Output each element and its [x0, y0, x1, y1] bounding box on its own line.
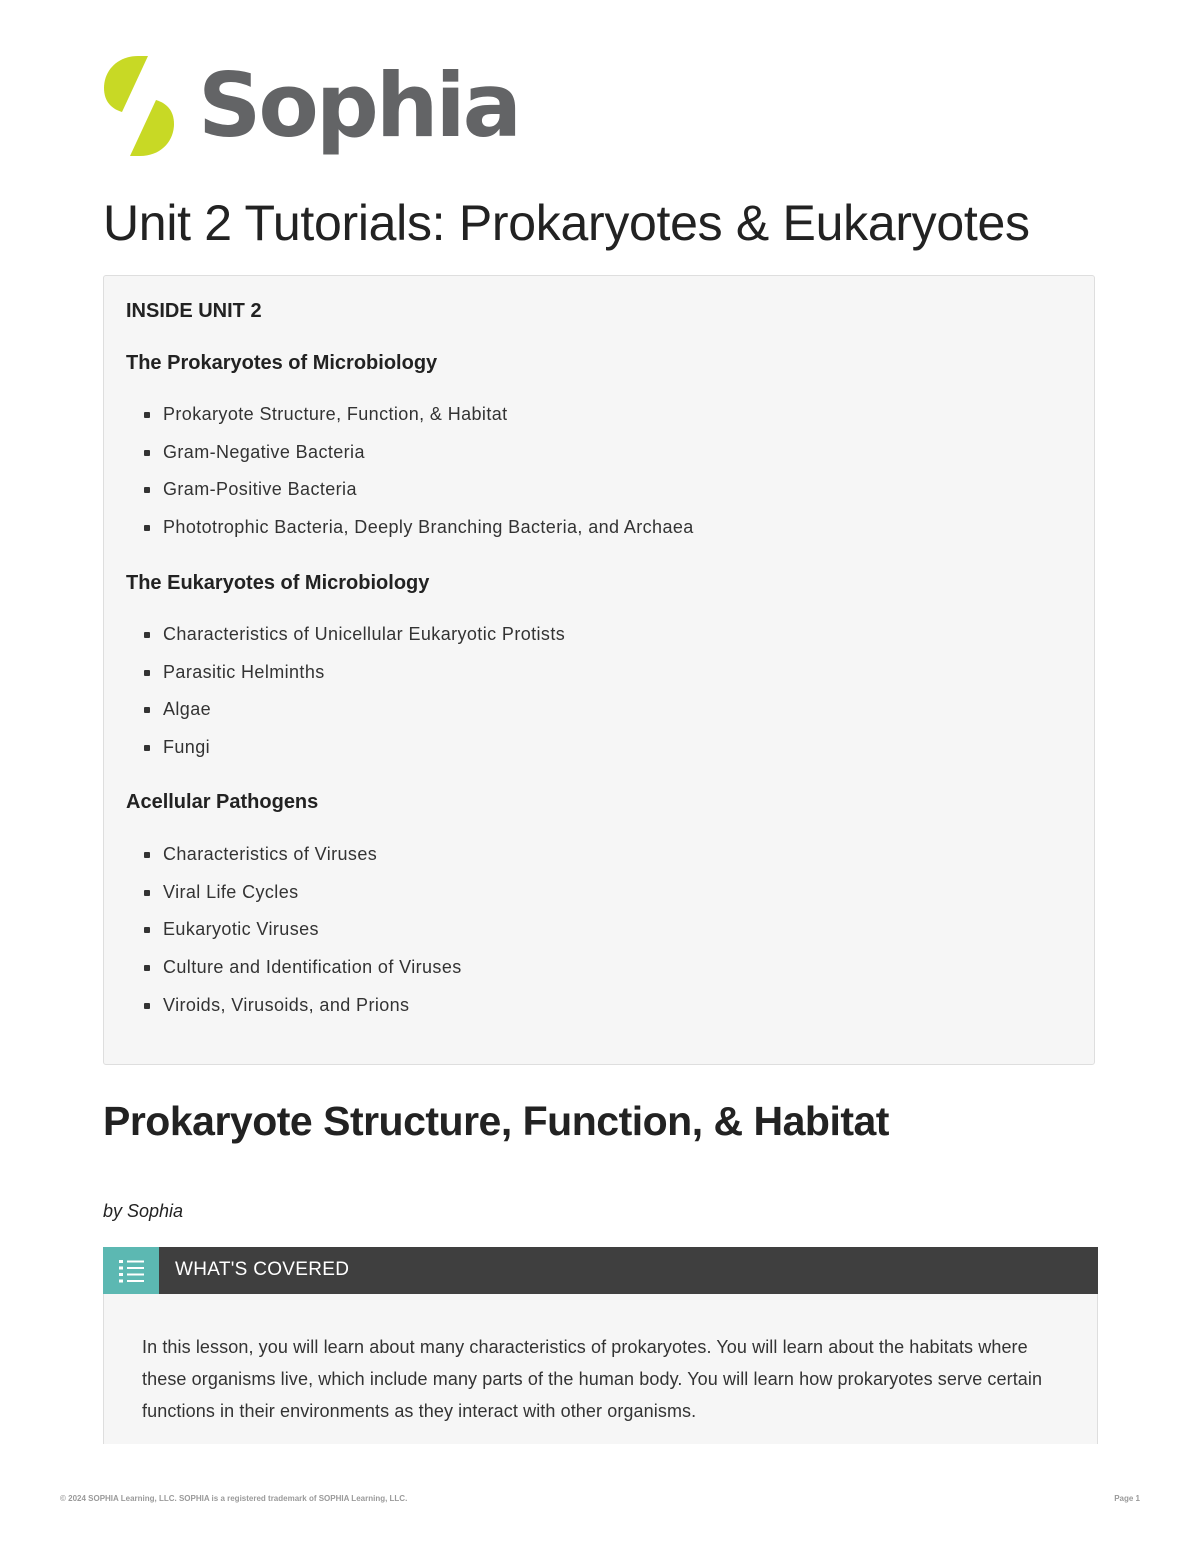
bullet-icon — [144, 745, 150, 751]
list-item[interactable] — [144, 995, 462, 1033]
sophia-logo-mark-icon — [102, 54, 176, 158]
section-title-prokaryotes: The Prokaryotes of Microbiology — [126, 352, 438, 374]
bullet-icon — [144, 450, 150, 456]
section-title-eukaryotes: The Eukaryotes of Microbiology — [126, 572, 430, 594]
list-item[interactable] — [144, 957, 462, 995]
bullet-icon — [144, 852, 150, 858]
list-item[interactable] — [144, 919, 462, 957]
tutorial-link[interactable]: Eukaryotic Viruses — [163, 919, 319, 940]
list-item[interactable] — [144, 479, 694, 517]
tutorial-link[interactable]: Culture and Identification of Viruses — [163, 957, 462, 978]
list-item[interactable] — [144, 844, 462, 882]
list-item[interactable] — [144, 624, 565, 662]
tutorial-link[interactable]: Parasitic Helminths — [163, 661, 325, 682]
tutorial-link[interactable]: Characteristics of Viruses — [163, 844, 378, 864]
section-list-acellular — [144, 844, 462, 1032]
bullet-icon — [144, 632, 150, 638]
unit-contents-box — [103, 275, 1095, 1065]
list-item[interactable] — [144, 662, 565, 700]
page-title: Unit 2 Tutorials: Prokaryotes & Eukaryotes — [103, 195, 1030, 251]
list-item[interactable] — [144, 737, 565, 775]
whats-covered-label: WHAT'S COVERED — [175, 1259, 350, 1280]
sophia-wordmark: Sophia — [198, 54, 520, 157]
bullet-icon — [144, 525, 150, 531]
list-item[interactable] — [144, 442, 694, 480]
tutorial-link[interactable]: Gram-Negative Bacteria — [163, 441, 365, 462]
list-item[interactable] — [144, 699, 565, 737]
bullet-icon — [144, 927, 150, 933]
list-icon — [103, 1247, 159, 1294]
lesson-title: Prokaryote Structure, Function, & Habitat — [103, 1098, 889, 1144]
whats-covered-callout — [103, 1247, 1098, 1457]
bullet-icon — [144, 890, 150, 896]
list-item[interactable] — [144, 882, 462, 920]
bullet-icon — [144, 412, 150, 418]
tutorial-link[interactable]: Characteristics of Unicellular Eukaryotic Protists — [163, 624, 566, 644]
tutorial-link[interactable]: Phototrophic Bacteria, Deeply Branching Bacteria, and Archaea — [163, 517, 694, 538]
lesson-byline: by Sophia — [103, 1201, 184, 1221]
section-list-prokaryotes — [144, 404, 694, 555]
whats-covered-body — [103, 1294, 1098, 1444]
bullet-icon — [144, 1003, 150, 1009]
tutorial-link[interactable]: Prokaryote Structure, Function, & Habitat — [163, 404, 508, 424]
tutorial-link[interactable]: Gram-Positive Bacteria — [163, 479, 357, 500]
list-item[interactable] — [144, 404, 694, 442]
list-item[interactable] — [144, 517, 694, 555]
bullet-icon — [144, 487, 150, 493]
bullet-icon — [144, 670, 150, 676]
section-title-acellular: Acellular Pathogens — [126, 791, 319, 813]
whats-covered-text: In this lesson, you will learn about many characteristics of prokaryotes. You will learn about the habitats where these organisms live, which include many parts of the human body. You will learn how prokaryotes serve certain functions in their environments as they interact with other organisms. — [142, 1337, 1043, 1421]
tutorial-link[interactable]: Fungi — [163, 737, 211, 758]
whats-covered-icon-box — [103, 1247, 159, 1294]
unit-contents-heading: INSIDE UNIT 2 — [126, 300, 262, 322]
bullet-icon — [144, 707, 150, 713]
sophia-logo — [102, 52, 519, 160]
section-list-eukaryotes — [144, 624, 565, 775]
whats-covered-header — [103, 1247, 1098, 1294]
footer-copyright: © 2024 SOPHIA Learning, LLC. SOPHIA is a registered trademark of SOPHIA Learning, LLC. — [60, 1494, 408, 1503]
tutorial-link[interactable]: Viroids, Virusoids, and Prions — [163, 994, 410, 1015]
footer-page-number: Page 1 — [1114, 1494, 1140, 1503]
tutorial-link[interactable]: Viral Life Cycles — [163, 881, 299, 902]
tutorial-link[interactable]: Algae — [163, 699, 212, 720]
bullet-icon — [144, 965, 150, 971]
